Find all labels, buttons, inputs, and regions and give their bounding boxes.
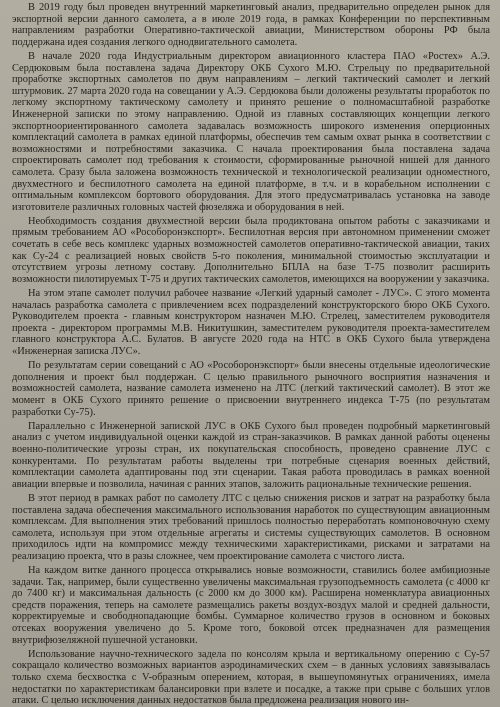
text-column: [12, 2, 490, 707]
paragraph-2: В начале 2020 года Индустриальным директором авиационного кластера ПАО «Ростех» А.Э. Сердюковым была поставлена задача Директору ОКБ Сухого М.Ю. Стрельцу по предварительной проработке экспортных самолетов по двум направлениям – легкий тактический самолет и легкий штурмовик. 27 марта 2020 года на совещании у А.Э. Сердюкова были доложены результаты проработок по легкому экспортному тактическому самолету и принято решение о полномасштабной разработке Инженерной записки по этому направлению. Одной из главных составляющих концепции легкого экспортноориентированного самолета задавалась возможность широкого изменения оперционных комплектаций самолета в рамках единой платформы, обеспечив тем самым охват рынка в соответствии с возможностями и потребностями заказчика. С начала проектирования была поставлена задача спроектировать самолет под требования к стоимости, сформированные рыночной нишей для данного самолета. Сразу была заложена возможность технической и технологической реализации одноместного, двухместного и беспилотного самолета на единой платформе, в т.ч. и в корабельном исполнении с оптимальным комплексом бортового оборудования. Для этого предусматривалась установка на заводе изготовителе различных головных частей фюзеляжа и оборудования в ней.: [12, 50, 490, 213]
paragraph-9: Использование научно-технического задела по консолям крыла и вертикальному оперению с Су-57 сокращало количество возможных вариантов аэродинамических схем – в данных условиях завязывалась только схема бесхвостка с V-образным оперением, которая, в вышеупомянутых ограничениях, имела недостатки по характеристикам балансировки при взлете и посадке, а также при срыве с больших углов атаки. С целью исключения данных недостатков была предложена реализация нового ин-: [12, 648, 490, 707]
paragraph-7: В этот период в рамках работ по самолету ЛТС с целью снижения рисков и затрат на разработку была поставлена задача обеспечения максимального использования наработок по существующим авиационным комплексам. Для выполнения этих требований пришлось полностью переработать компоновочную схему самолета, используя при этом отдельные агрегаты и системы существующих самолетов. В основном приходилось идти на компромисс между техническими характеристиками, рисками и затратами на реализацию проекта, что в разы сложнее, чем проектирование самолета с чистого листа.: [12, 492, 490, 562]
paragraph-8: На каждом витке данного процесса открывались новые возможности, ставились более амбициозные задачи. Так, например, были существенно увеличены максимальная грузоподъемность самолета (с 4000 кг до 7400 кг) и максимальная дальность (с 2000 км до 3000 км). Расширена номенклатура авиационных средств поражения, теперь на самолете размещались ракеты воздух-воздух малой и средней дальности, корректируемые и свободнопадающие бомбы. Суммарное количество грузов в основном и боковых отсеках вооружения увеличено до 5. Кроме того, боковой отсек предназначен для размещения внутрифюзеляжной пушечной установки.: [12, 565, 490, 646]
paragraph-1: В 2019 году был проведен внутренний маркетинговый анализ, предварительно определен рынок для экспортной версии данного самолета, а в июле 2019 года, в рамках Конференции по перспективным направлениям разработки Оперативно-тактической авиации, Министерством обороны РФ была поддержана идея создания легкого однодвигательного самолета.: [12, 2, 490, 48]
paragraph-6: Параллельно с Инженерной запиской ЛУС в ОКБ Сухого был проведен подробный маркетинговый анализ с учетом индивидуальной оценки каждой из стран-заказчиков. В рамках данной работы оценены военно-политические угрозы стран, их покупательская способность, проведено сравнение ЛУС с конкурентами. По результатам работы выделены три потребные сценария военных действий, комплектации самолета адаптированы под эти сценарии. Такая работа проводилась в рамках военной авиации впервые и позволила, начиная с ранних этапов, заложить рациональные технические решения.: [12, 420, 490, 490]
paragraph-3: Необходимость создания двухместной версии была продиктована опытом работы с заказчиками и прямым требованием АО «Рособоронэкспорт». Беспилотная версия при автономном применении сможет сочетать в себе весь комплекс ударных возможностей самолетов оперативно-тактической авиации, таких как Су-24 с реализацией новых свойств 5-го поколения, минимальной стоимостью эксплуатации и отсутствием угрозы летному составу. Дополнительно БПЛА на базе Т-75 позволит расширить возможности пилотируемых Т-75 и других тактических самолетов, имеющихся на вооружении у заказчика.: [12, 215, 490, 285]
paragraph-4: На этом этапе самолет получил рабочее название «Легкий ударный самолет - ЛУС». С этого момента началась разработка самолета с привлечением всех подразделений конструкторского бюро ОКБ Сухого. Руководителем проекта - главным конструктором назначен М.Ю. Стрелец, заместителем руководителя проекта - директором программы М.В. Никитушкин, заместителем руководителя проекта-заместителем главного конструктора А.С. Булатов. В августе 2020 года на НТС в ОКБ Сухого была утверждена «Инженерная записка ЛУС».: [12, 288, 490, 357]
paragraph-5: По результатам серии совещаний с АО «Рособоронэкспорт» были внесены отдельные идеологические дополнения и проект был поддержан. С целью правильного рыночного восприятия назначения и возможностей самолета, название самолета изменено на ЛТС (легкий тактический самолет). В этот же момент в ОКБ Сухого принято решение о присвоении внутреннего индекса Т-75 (по результатам разработки Су-75).: [12, 360, 490, 418]
